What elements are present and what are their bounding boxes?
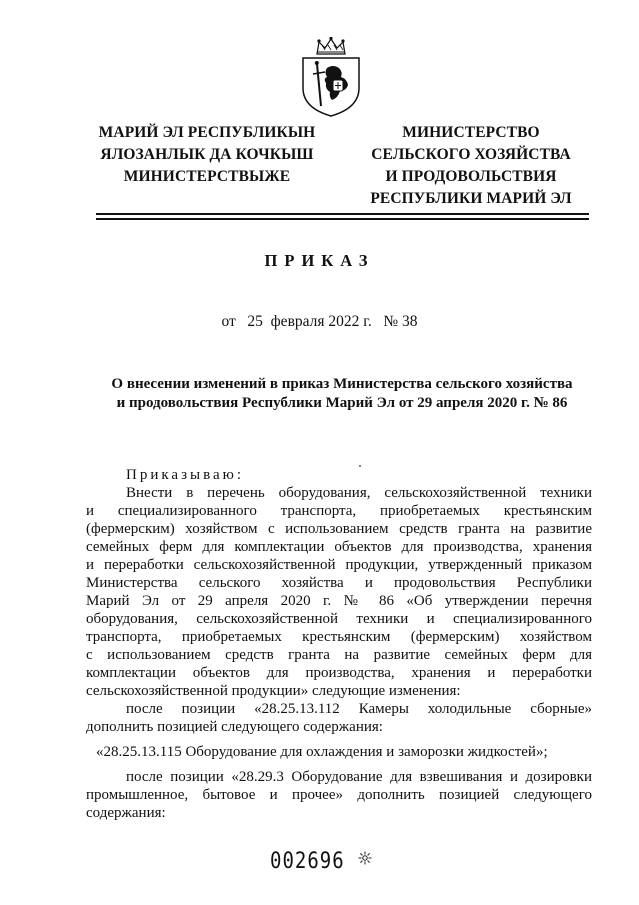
header-right-line: МИНИСТЕРСТВО: [402, 124, 540, 141]
body-line: с использованием средств гранта на развитие семейных ферм для: [86, 647, 592, 663]
serial-number: 002696: [270, 848, 345, 874]
body-line: промышленное, бытовое и прочее» дополнить позицией следующего: [86, 787, 592, 803]
body-line: Внести в перечень оборудования, сельскохозяйственной техники: [126, 485, 592, 501]
document-date-line: [0, 313, 639, 331]
body-line: Марий Эл от 29 апреля 2020 г. № 86 «Об утверждении перечня: [86, 593, 592, 609]
header-left-line: ЯЛОЗАНЛЫК ДА КОЧКЫШ: [100, 146, 314, 163]
order-word: Приказываю:: [126, 467, 244, 483]
subject-line: и продовольствия Республики Марий Эл от 29 апреля 2020 г. № 86: [116, 395, 568, 411]
body-line: сельскохозяйственной продукции» следующие изменения:: [86, 683, 461, 699]
body-line: семейных ферм для комплектации объектов для производства, хранения: [86, 539, 592, 555]
star-ornament-icon: [358, 851, 372, 865]
header-left-line: МАРИЙ ЭЛ РЕСПУБЛИКЫН: [98, 124, 316, 141]
body-line: дополнить позицией следующего содержания:: [86, 719, 383, 735]
header-divider-bottom: [96, 218, 589, 220]
inserted-position-line: «28.25.13.115 Оборудование для охлаждения и заморозки жидкостей»;: [96, 744, 548, 760]
body-line: оборудования, сельскохозяйственной техники и специализированного: [86, 611, 592, 627]
body-line: и переработки сельскохозяйственной продукции, утвержденный приказом: [86, 557, 592, 573]
body-line: транспорта, приобретаемых крестьянским (фермерским) хозяйством: [86, 629, 592, 645]
body-line: (фермерским) хозяйством с использованием средств гранта на развитие: [86, 521, 592, 537]
body-line: после позиции «28.29.3 Оборудование для взвешивания и дозировки: [126, 769, 592, 785]
body-line: и специализированного транспорта, приобретаемых крестьянским: [86, 503, 592, 519]
document-subject: [92, 375, 592, 413]
header-left-line: МИНИСТЕРСТВЫЖЕ: [123, 168, 291, 185]
header-right-line: РЕСПУБЛИКИ МАРИЙ ЭЛ: [370, 190, 572, 207]
date-prefix: от: [221, 313, 236, 330]
header-right-line: СЕЛЬСКОГО ХОЗЯЙСТВА: [371, 146, 571, 163]
body-line: после позиции «28.25.13.112 Камеры холодильные сборные»: [126, 701, 592, 717]
body-line: Министерства сельского хозяйства и продовольствия Республики: [86, 575, 592, 591]
body-line: содержания:: [86, 805, 166, 821]
header-right-line: И ПРОДОВОЛЬСТВИЯ: [385, 168, 557, 185]
ministry-name-russian: [346, 122, 596, 210]
ministry-name-mari: [88, 122, 326, 188]
document-number: № 38: [383, 313, 418, 330]
document-type-title: ПРИКАЗ: [264, 251, 375, 270]
coat-of-arms-emblem: [297, 36, 365, 118]
header-divider-top: [96, 213, 589, 215]
body-line: комплектации объектов для производства, хранения и переработки: [86, 665, 592, 681]
subject-line: О внесении изменений в приказ Министерства сельского хозяйства: [111, 376, 573, 392]
document-date: 25 февраля 2022 г.: [247, 313, 372, 330]
